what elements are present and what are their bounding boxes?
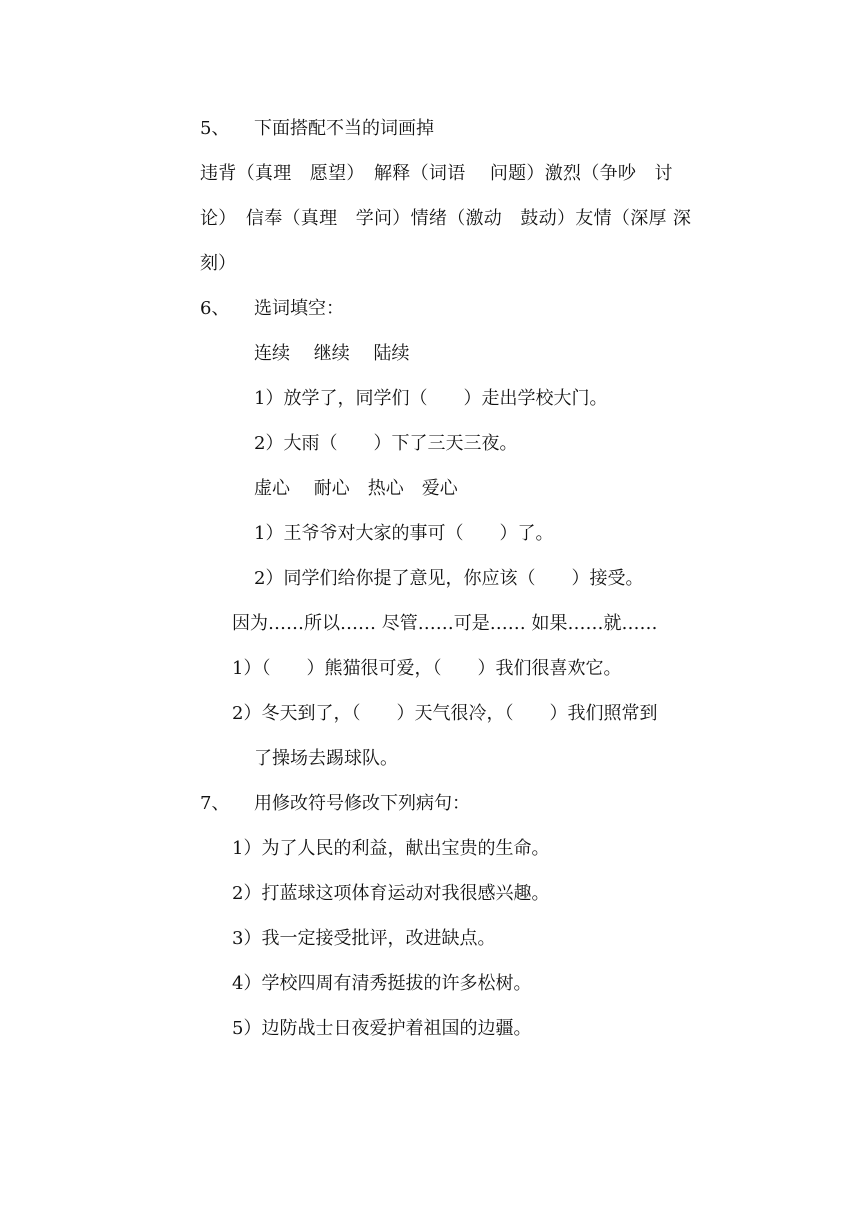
question-6-number: 6、 bbox=[200, 298, 230, 319]
question-5-prompt: 下面搭配不当的词画掉 bbox=[254, 118, 434, 139]
sentence-4: 4）学校四周有清秀挺拔的许多松树。 bbox=[232, 973, 532, 994]
sentence-3: 3）我一定接受批评，改进缺点。 bbox=[232, 928, 496, 949]
question-5-line-1: 违背（真理 愿望） 解释（词语 问题）激烈（争吵 讨 bbox=[200, 163, 673, 184]
group-2-sentence-1: 1）王爷爷对大家的事可（ ）了。 bbox=[254, 523, 554, 544]
group-1-sentence-1: 1）放学了，同学们（ ）走出学校大门。 bbox=[254, 388, 608, 409]
question-5-line-3: 刻） bbox=[200, 253, 236, 274]
sentence-1: 1）为了人民的利益，献出宝贵的生命。 bbox=[232, 838, 550, 859]
question-7-number: 7、 bbox=[200, 793, 230, 814]
group-3-sentence-1: 1）（ ）熊猫很可爱，（ ）我们很喜欢它。 bbox=[232, 658, 622, 679]
group-1-sentence-2: 2）大雨（ ）下了三天三夜。 bbox=[254, 433, 518, 454]
group-2-sentence-2: 2）同学们给你提了意见，你应该（ ）接受。 bbox=[254, 568, 644, 589]
question-6-prompt: 选词填空： bbox=[254, 298, 344, 319]
question-5-line-2: 论） 信奉（真理 学问）情绪（激动 鼓动）友情（深厚 深 bbox=[200, 208, 692, 229]
group-3-sentence-2: 2）冬天到了，（ ）天气很冷，（ ）我们照常到 bbox=[232, 703, 658, 724]
word-group-2: 虚心 耐心 热心 爱心 bbox=[254, 478, 458, 499]
question-5-number: 5、 bbox=[200, 118, 230, 139]
group-3-sentence-2-continued: 了操场去踢球队。 bbox=[254, 748, 398, 769]
sentence-2: 2）打蓝球这项体育运动对我很感兴趣。 bbox=[232, 883, 550, 904]
question-7-prompt: 用修改符号修改下列病句： bbox=[254, 793, 470, 814]
word-group-3: 因为……所以…… 尽管……可是…… 如果……就…… bbox=[232, 613, 658, 634]
sentence-5: 5）边防战士日夜爱护着祖国的边疆。 bbox=[232, 1018, 532, 1039]
word-group-1: 连续 继续 陆续 bbox=[254, 343, 410, 364]
